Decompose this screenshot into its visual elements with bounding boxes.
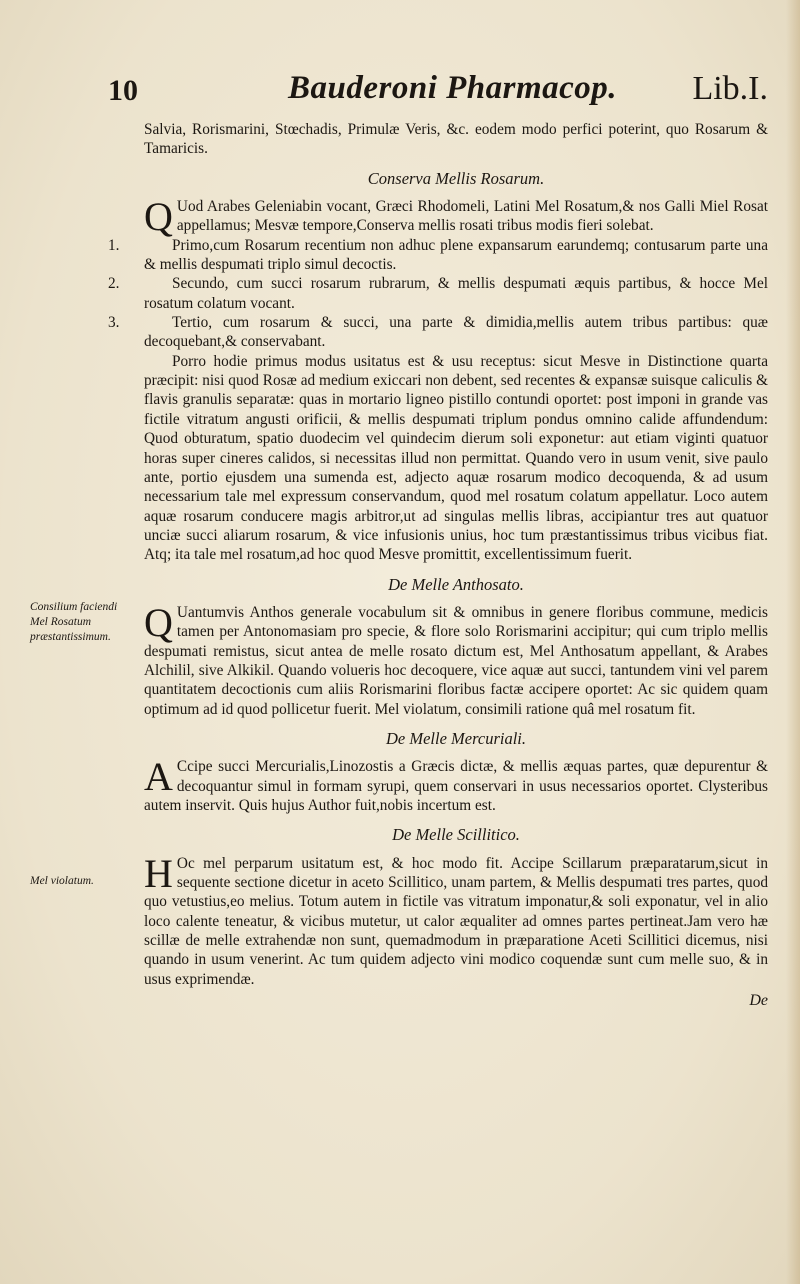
page-header <box>108 70 768 116</box>
item-text: Primo,cum Rosarum recentium non adhuc plene expansarum earundemq; contusarum parte una & mellis despumati triplo simul decoctis. <box>144 236 768 274</box>
item-text: Tertio, cum rosarum & succi, una parte & dimidia,mellis autem tribus partibus: quæ decoquebant,& conservabant. <box>144 314 768 351</box>
item-number: 1. <box>108 236 120 254</box>
item-number: 3. <box>108 314 120 332</box>
book-label: Lib.I. <box>692 70 768 107</box>
heading-melle-mercuriali: De Melle Mercuriali. <box>385 728 527 748</box>
intro-paragraph: Salvia, Rorismarini, Stœchadis, Primulæ Veris, &c. eodem modo perfici poterint, quo Rosarum & Tamaricis. <box>144 121 768 158</box>
heading-melle-anthosato: De Melle Anthosato. <box>388 574 524 594</box>
list-item <box>108 236 768 275</box>
list-item <box>108 274 768 313</box>
item-text: Secundo, cum succi rosarum rubrarum, & mellis despumati æquis partibus, & hocce Mel rosatum colatum vocant. <box>144 275 768 312</box>
margin-note-mel-violatum: Mel violatum. <box>30 875 94 887</box>
heading-melle-scillitico: De Melle Scillitico. <box>392 825 520 845</box>
paragraph-rosarum-intro: QUod Arabes Geleniabin vocant, Græci Rhodomeli, Latini Mel Rosatum,& nos Galli Miel Rosat appellamus; Mesvæ tempore,Conserva mellis rosati tribus modis fieri solebat. <box>144 194 768 240</box>
main-text <box>108 120 768 1010</box>
item-number: 2. <box>108 275 120 293</box>
paragraph-mercuriali: ACcipe succi Mercurialis,Linozostis a Græcis dictæ, & mellis æquas partes, quæ depurentur & decoquantur simul in formam syrupi, quem conservari in usus necessarios oportet. Clysteribus autem inservit. Quis hujus Author fuit,nobis incertum est. <box>144 754 768 814</box>
paragraph-porro-hodie: Porro hodie primus modus usitatus est & usu receptus: sicut Mesve in Distinctione quarta præcipit: nisi quod Rosæ ad medium exiccari non debent, sed recentes & expansæ suisque caliculis & flavis granulis separatæ: quas in mortario ligneo pistillo contundi oportet: post imponi in grande vas fictile vitratum angusti orificii, & mellis despumati triplum pondus omnino calide affundendum: Quod obturatum, spatio duodecim vel quindecim dierum soli exponetur: aut etiam viginti quatuor horas super cineres calidos, si necessitas illud non permittat. Quando vero in usum venit, sive paulo ante, portio ejusdem una sumenda est, adjecto aquæ rosarum modico decoquenda, & ad usum necessarium tale mel expressum conservandum, quod mel rosatum colatum appellatur. Loco autem aquæ rosarum conducere magis arbitror,ut ad singulas mellis libras, accipiantur tres aut quatuor unciæ succi aliarum rosarum, & vice infusionis unius, hoc tum præstantissimus tribus vicibus fiat. Atq; ita tale mel rosatum,ad hoc quod Mesve promittit, excellentissimum fuerit. <box>144 352 768 564</box>
page-number: 10 <box>108 74 138 107</box>
margin-note-consilium: Consilium faciendi Mel Rosatum præstantissimum. <box>30 601 118 643</box>
heading-conserva-mellis-rosarum: Conserva Mellis Rosarum. <box>367 168 545 188</box>
page-edge-stain <box>786 0 800 1284</box>
paragraph-anthosato: QUantumvis Anthos generale vocabulum sit & omnibus in genere floribus commune, medicis tamen per Antonomasiam pro specie, & flore solo Rorismarini accipitur; qui cum triplo mellis despumati remistus, sicut antea de melle rosato dictum est, Mel Anthosatum appellant, & Arabes Alchilil, sive Alkikil. Quando volueris hoc decoquere, vice aquæ aut succi, tantundem vini vel parem quantitatem decoctionis cum aliis Rorismarini floribus factæ accipere oportet: Ac sic quidem quam optimum ad id quod pollicetur fuerit. Mel violatum, consimili ratione quâ mel rosatum fit. <box>144 599 768 718</box>
list-item <box>108 313 768 352</box>
catchword: De <box>749 992 768 1010</box>
paragraph-scillitico: HOc mel perparum usitatum est, & hoc modo fit. Accipe Scillarum præparatarum,sicut in sequente sectione dicetur in aceto Scillitico, unam partem, & Mellis despumati tres partes, quod quo vetustius,eo melius. Totum autem in fictile vas vitratum imponatur,& soli exponatur, vel in alio loco calente teneatur, & vicibus mutetur, ut calor æqualiter ad omnes partes pertineat.Jam vero hæ scillæ de melle extrahendæ non sunt, quemadmodum in præparatione Aceti Scillitici dicemus, nisi quando in usum venerint. Ac tum quidem adjecto vini modico coquendæ sunt cum melle suo, & in usus exprimendæ. <box>144 850 768 988</box>
running-title: Bauderoni Pharmacop. <box>288 70 618 106</box>
